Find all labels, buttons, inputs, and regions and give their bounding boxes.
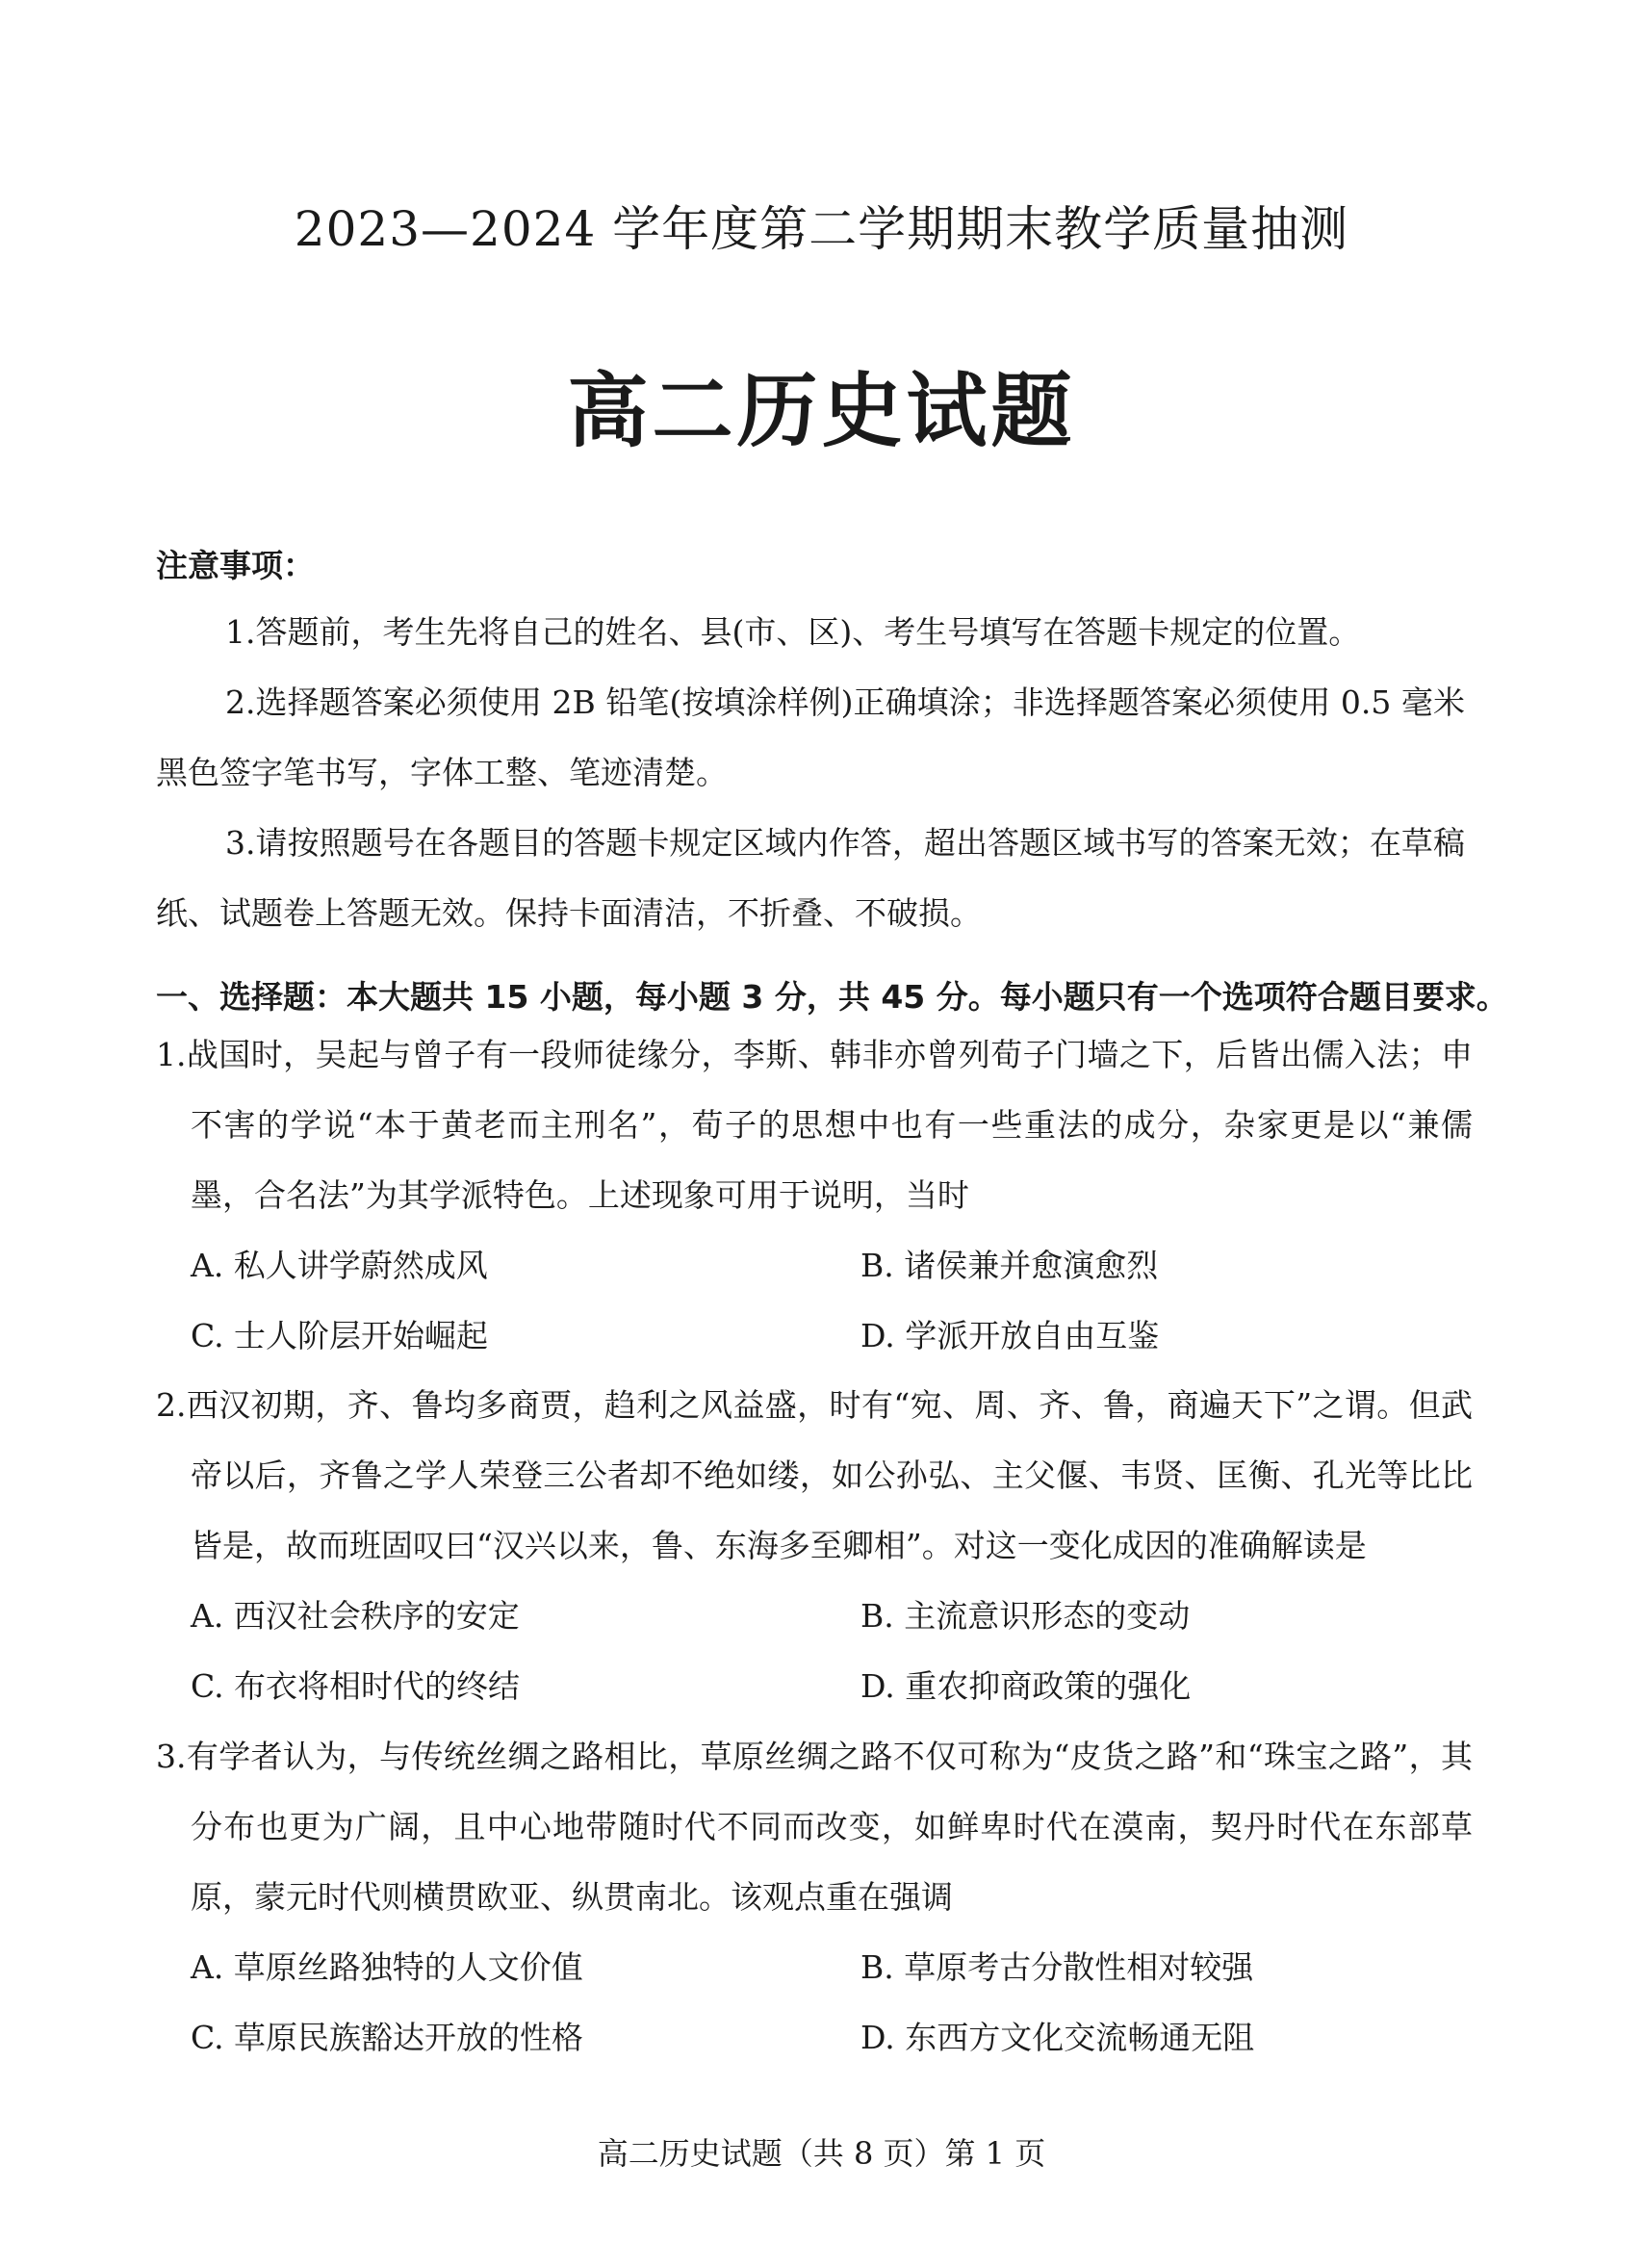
option-d: D. 学派开放自由互鉴 bbox=[860, 1317, 1160, 1354]
notice-item: 2.选择题答案必须使用 2B 铅笔(按填涂样例)正确填涂；非选择题答案必须使用 0.5 毫米黑色签字笔书写，字体工整、笔迹清楚。 bbox=[156, 683, 1465, 791]
exam-title: 2023—2024 学年度第二学期期末教学质量抽测 bbox=[294, 201, 1349, 257]
option-b: B. 诸侯兼并愈演愈烈 bbox=[860, 1247, 1159, 1284]
question-1 bbox=[156, 1019, 1473, 1371]
question-stem: 3.有学者认为，与传统丝绸之路相比，草原丝绸之路不仅可称为“皮货之路”和“珠宝之路”，其分布也更为广阔，且中心地带随时代不同而改变，如鲜卑时代在漠南，契丹时代在东部草原，蒙元时代则横贯欧亚、纵贯南北。该观点重在强调 bbox=[156, 1738, 1473, 1916]
option-c: C. 士人阶层开始崛起 bbox=[191, 1317, 489, 1354]
question-options bbox=[156, 1932, 1473, 2073]
option-a: A. 西汉社会秩序的安定 bbox=[191, 1597, 520, 1635]
option-a: A. 私人讲学蔚然成风 bbox=[191, 1247, 488, 1284]
option-b: B. 草原考古分散性相对较强 bbox=[860, 1948, 1254, 1986]
option-c: C. 布衣将相时代的终结 bbox=[191, 1667, 521, 1705]
option-c: C. 草原民族豁达开放的性格 bbox=[191, 2019, 584, 2056]
option-d: D. 重农抑商政策的强化 bbox=[860, 1667, 1192, 1705]
question-3 bbox=[156, 1721, 1473, 2073]
notice-item: 1.答题前，考生先将自己的姓名、县(市、区)、考生号填写在答题卡规定的位置。 bbox=[225, 613, 1361, 651]
notice-list bbox=[156, 597, 1465, 948]
question-stem: 2.西汉初期，齐、鲁均多商贾，趋利之风益盛，时有“宛、周、齐、鲁，商遍天下”之谓。但武帝以后，齐鲁之学人荣登三公者却不绝如缕，如公孙弘、主父偃、韦贤、匡衡、孔光等比比皆是，故而班固叹曰“汉兴以来，鲁、东海多至卿相”。对这一变化成因的准确解读是 bbox=[156, 1386, 1473, 1564]
notice-heading: 注意事项： bbox=[156, 547, 315, 584]
option-d: D. 东西方文化交流畅通无阻 bbox=[860, 2019, 1255, 2056]
question-2 bbox=[156, 1370, 1473, 1721]
page-footer: 高二历史试题（共 8 页）第 1 页 bbox=[597, 2135, 1046, 2172]
option-a: A. 草原丝路独特的人文价值 bbox=[191, 1948, 583, 1986]
option-b: B. 主流意识形态的变动 bbox=[860, 1597, 1191, 1635]
question-options bbox=[156, 1230, 1473, 1371]
subject-title: 高二历史试题 bbox=[567, 364, 1076, 458]
question-options bbox=[156, 1581, 1473, 1721]
question-stem: 1.战国时，吴起与曾子有一段师徒缘分，李斯、韩非亦曾列荀子门墙之下，后皆出儒入法；申不害的学说“本于黄老而主刑名”，荀子的思想中也有一些重法的成分，杂家更是以“兼儒墨，合名法”为其学派特色。上述现象可用于说明，当时 bbox=[156, 1036, 1473, 1214]
section-heading: 一、选择题：本大题共 15 小题，每小题 3 分，共 45 分。每小题只有一个选项符合题目要求。 bbox=[156, 978, 1508, 1016]
notice-item: 3.请按照题号在各题目的答题卡规定区域内作答，超出答题区域书写的答案无效；在草稿纸、试题卷上答题无效。保持卡面清洁，不折叠、不破损。 bbox=[156, 824, 1465, 932]
